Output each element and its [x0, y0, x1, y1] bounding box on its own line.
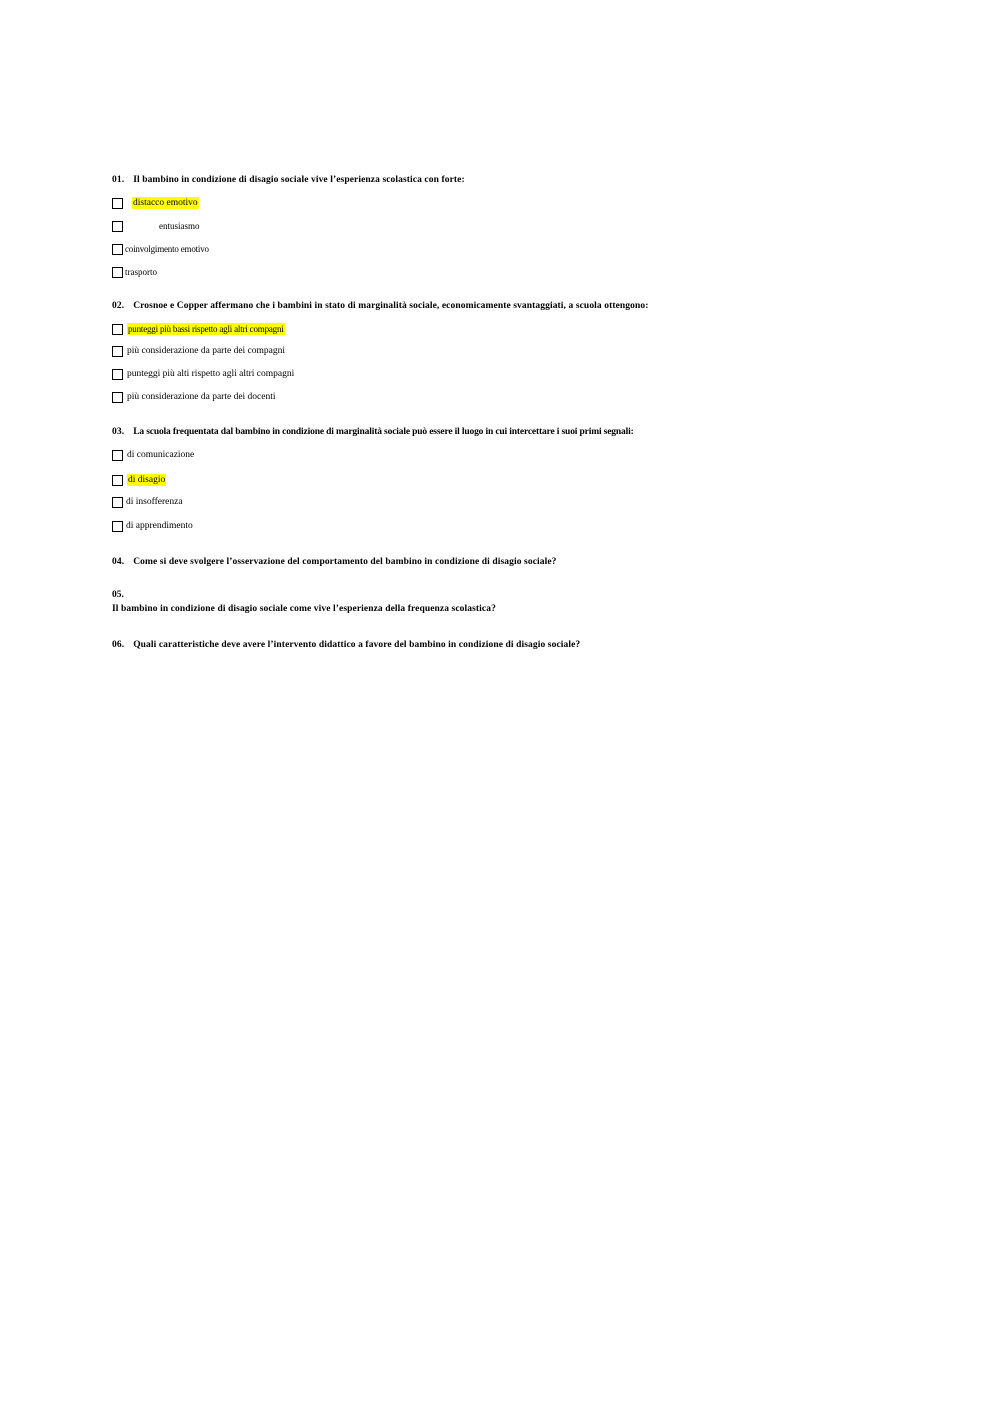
checkbox[interactable] — [112, 369, 123, 380]
answer-option-02-b[interactable] — [112, 344, 285, 358]
answer-option-02-d[interactable] — [112, 390, 276, 404]
checkbox[interactable] — [112, 244, 123, 255]
option-label: entusiasmo — [159, 221, 200, 231]
question-text: Quali caratteristiche deve avere l’intervento didattico a favore del bambino in condizione di disagio sociale? — [133, 640, 581, 650]
option-label: di disagio — [128, 475, 166, 485]
question-02-title — [112, 301, 649, 311]
option-label: punteggi più bassi rispetto agli altri compagni — [128, 324, 284, 334]
option-label: punteggi più alti rispetto agli altri compagni — [127, 369, 295, 379]
checkbox[interactable] — [112, 497, 123, 508]
option-label: distacco emotivo — [133, 198, 198, 208]
question-text: Come si deve svolgere l’osservazione del comportamento del bambino in condizione di disagio sociale? — [133, 557, 557, 567]
checkbox[interactable] — [112, 198, 123, 209]
checkbox[interactable] — [112, 475, 123, 486]
question-text: Crosnoe e Copper affermano che i bambini in stato di marginalità sociale, economicamente svantaggiati, a scuola ottengono: — [133, 301, 649, 311]
option-label: di apprendimento — [126, 521, 193, 531]
checkbox[interactable] — [112, 346, 123, 357]
answer-option-03-b[interactable] — [112, 473, 166, 487]
checkbox[interactable] — [112, 450, 123, 461]
option-label: trasporto — [125, 267, 157, 277]
question-text: Il bambino in condizione di disagio sociale come vive l’esperienza della frequenza scolastica? — [112, 604, 496, 614]
answer-option-02-a[interactable] — [112, 322, 285, 336]
answer-option-01-b[interactable] — [112, 219, 200, 233]
answer-option-02-c[interactable] — [112, 367, 294, 381]
option-label: più considerazione da parte dei docenti — [127, 392, 276, 402]
option-label: di insofferenza — [126, 497, 183, 507]
question-number: 01. — [112, 175, 125, 185]
question-05-number: 05. — [112, 590, 124, 600]
question-number: 04. — [112, 557, 125, 567]
question-number: 02. — [112, 301, 125, 311]
question-04-title — [112, 557, 557, 567]
checkbox[interactable] — [112, 267, 123, 278]
checkbox[interactable] — [112, 521, 123, 532]
question-01-title — [112, 175, 465, 185]
question-number: 06. — [112, 640, 125, 650]
option-label: più considerazione da parte dei compagni — [127, 346, 286, 356]
answer-option-01-a[interactable] — [112, 196, 199, 210]
answer-option-01-c[interactable] — [112, 242, 209, 256]
answer-option-03-a[interactable] — [112, 448, 194, 462]
question-text: Il bambino in condizione di disagio sociale vive l’esperienza scolastica con forte: — [133, 175, 465, 185]
checkbox[interactable] — [112, 221, 123, 232]
checkbox[interactable] — [112, 324, 123, 335]
question-05-title — [112, 604, 496, 614]
option-label: di comunicazione — [127, 450, 195, 460]
question-06-title — [112, 640, 580, 650]
answer-option-03-d[interactable] — [112, 519, 193, 533]
option-label: coinvolgimento emotivo — [125, 244, 209, 254]
question-03-title — [112, 427, 634, 437]
answer-option-01-d[interactable] — [112, 265, 157, 279]
answer-option-03-c[interactable] — [112, 495, 183, 509]
question-text: La scuola frequentata dal bambino in condizione di marginalità sociale può essere il luogo in cui intercettare i suoi primi segnali: — [133, 427, 634, 437]
question-number: 03. — [112, 427, 125, 437]
checkbox[interactable] — [112, 392, 123, 403]
